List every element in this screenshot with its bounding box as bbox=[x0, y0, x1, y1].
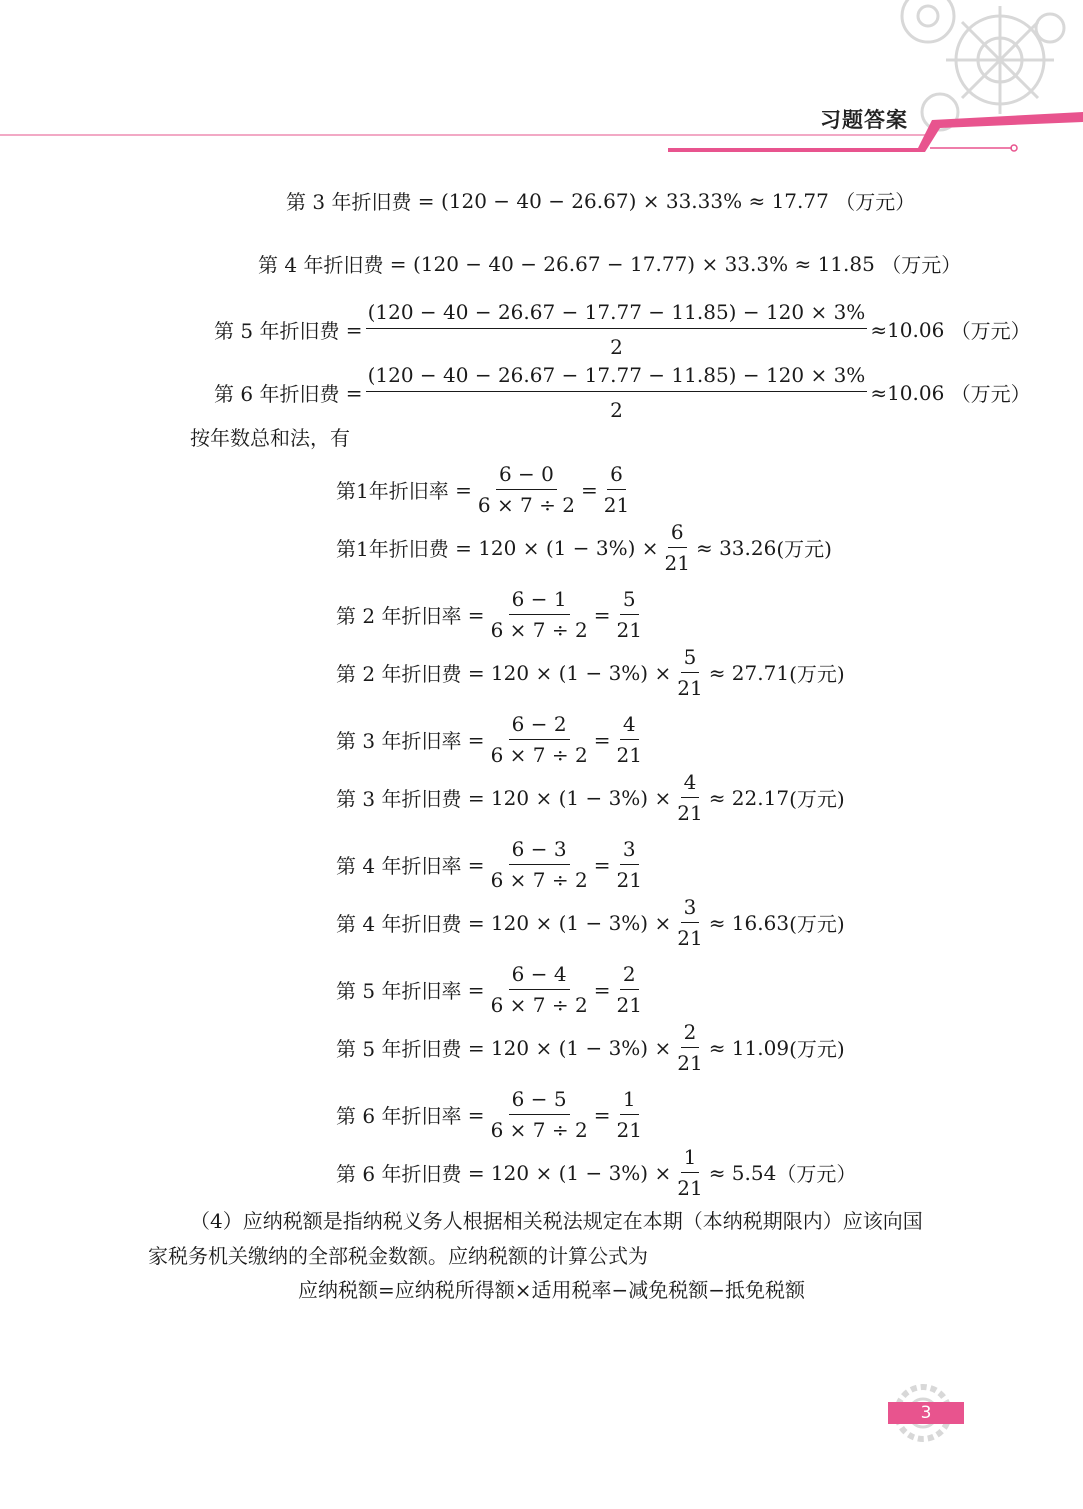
denominator: 6 × 7 ÷ 2 bbox=[490, 1118, 588, 1142]
formula-rate-year-6: 第 6 年折旧率 = $\frac{6 - 5}{6 \times 7 \div 2}$ = $\frac{1}{21}$ bbox=[336, 1087, 648, 1142]
fee-expr: = 120 × (1 − 3%) × bbox=[455, 535, 659, 560]
fee-label: 第 4 年折旧费 bbox=[336, 912, 462, 936]
fee-result: ≈ 22.17 bbox=[708, 785, 790, 810]
rate-label: 第1年折旧率 bbox=[336, 479, 449, 503]
formula-rate-year-2: 第 2 年折旧率 = $\frac{6 - 1}{6 \times 7 \div 2}$ = $\frac{5}{21}$ bbox=[336, 587, 648, 642]
fraction bbox=[613, 962, 644, 1017]
formula-unit: （万元） bbox=[950, 319, 1031, 343]
fraction bbox=[488, 712, 591, 767]
numerator: 4 bbox=[681, 770, 700, 798]
numerator: 6 − 4 bbox=[509, 962, 570, 990]
formula-year3-fee: 第 3 年折旧费 = (120 − 40 − 26.67) × 33.33% ≈ 17.77 （万元） bbox=[286, 186, 915, 215]
fee-unit: (万元) bbox=[789, 662, 845, 686]
fraction bbox=[475, 462, 578, 517]
numerator: 3 bbox=[681, 895, 700, 923]
fee-unit: （万元） bbox=[776, 1162, 857, 1186]
gear-icon bbox=[902, 0, 1064, 130]
numerator: 6 − 0 bbox=[496, 462, 557, 490]
formula-result: ≈ 17.77 bbox=[748, 188, 829, 213]
rate-label: 第 3 年折旧率 bbox=[336, 729, 462, 753]
fee-result: ≈ 11.09 bbox=[708, 1035, 790, 1060]
denominator: 6 × 7 ÷ 2 bbox=[490, 743, 588, 767]
header-title: 习题答案 bbox=[820, 108, 908, 132]
fee-result: ≈ 16.63 bbox=[708, 910, 790, 935]
equals-sign: = bbox=[593, 1102, 611, 1127]
numerator: 6 − 3 bbox=[509, 837, 570, 865]
formula-label: 第 6 年折旧费 bbox=[214, 382, 340, 406]
fraction bbox=[488, 962, 591, 1017]
denominator: 21 bbox=[677, 926, 703, 950]
numerator: 4 bbox=[620, 712, 639, 740]
denominator: 21 bbox=[616, 868, 642, 892]
formula-result: ≈ 11.85 bbox=[794, 251, 875, 276]
formula-fee-year-5 bbox=[336, 1020, 845, 1075]
formula-unit: （万元） bbox=[835, 190, 916, 214]
formula-unit: （万元） bbox=[881, 253, 962, 277]
fee-unit: (万元) bbox=[776, 537, 832, 561]
formula-year4-fee: 第 4 年折旧费 = (120 − 40 − 26.67 − 17.77) × 33.3% ≈ 11.85 （万元） bbox=[258, 249, 961, 278]
fraction bbox=[488, 837, 591, 892]
equals-sign: = bbox=[580, 477, 598, 502]
denominator: 21 bbox=[616, 743, 642, 767]
numerator: 6 − 1 bbox=[509, 587, 570, 615]
denominator: 21 bbox=[616, 993, 642, 1017]
formula-result: ≈10.06 bbox=[870, 380, 945, 405]
denominator: 21 bbox=[677, 801, 703, 825]
rate-label: 第 4 年折旧率 bbox=[336, 854, 462, 878]
fee-expr: = 120 × (1 − 3%) × bbox=[467, 1035, 672, 1060]
numerator: (120 − 40 − 26.67 − 17.77 − 11.85) − 120 × 3% bbox=[366, 363, 868, 392]
equals-sign: = bbox=[593, 602, 611, 627]
numerator: 6 bbox=[668, 520, 687, 548]
fee-expr: = 120 × (1 − 3%) × bbox=[467, 910, 672, 935]
numerator: 1 bbox=[620, 1087, 639, 1115]
numerator: (120 − 40 − 26.67 − 17.77 − 11.85) − 120 × 3% bbox=[366, 300, 868, 329]
denominator: 21 bbox=[677, 1051, 703, 1075]
tax-paragraph-line2: 家税务机关缴纳的全部税金数额。应纳税额的计算公式为 bbox=[148, 1244, 648, 1268]
fraction bbox=[613, 587, 644, 642]
equals-sign: = bbox=[593, 727, 611, 752]
denominator: 21 bbox=[677, 1176, 703, 1200]
fraction bbox=[488, 587, 591, 642]
formula-fee-year-3 bbox=[336, 770, 845, 825]
formula-fee-year-4 bbox=[336, 895, 845, 950]
tax-formula: 应纳税额=应纳税所得额×适用税率−减免税额−抵免税额 bbox=[298, 1278, 806, 1302]
denominator: 2 bbox=[610, 398, 623, 422]
equals-sign: = bbox=[593, 852, 611, 877]
numerator: 3 bbox=[620, 837, 639, 865]
tax-paragraph-line1: （4）应纳税额是指纳税义务人根据相关税法规定在本期（本纳税期限内）应该向国 bbox=[190, 1209, 923, 1233]
formula-rate-year-4: 第 4 年折旧率 = $\frac{6 - 3}{6 \times 7 \div 2}$ = $\frac{3}{21}$ bbox=[336, 837, 648, 892]
fraction bbox=[674, 770, 705, 825]
formula-result: ≈10.06 bbox=[870, 317, 945, 342]
denominator: 2 bbox=[610, 335, 623, 359]
denominator: 21 bbox=[603, 493, 630, 517]
denominator: 21 bbox=[677, 676, 703, 700]
fraction bbox=[674, 895, 705, 950]
numerator: 6 − 2 bbox=[509, 712, 570, 740]
formula-year5-fee: 第 5 年折旧费 = $\frac{(120 - 40 - 26.67 - 17.77 - 11.85) - 120 \times 3\%}{2}$ ≈10.06 （万元） bbox=[214, 300, 1031, 359]
fraction bbox=[674, 645, 705, 700]
header-decoration bbox=[0, 0, 1083, 160]
denominator: 6 × 7 ÷ 2 bbox=[490, 868, 588, 892]
fee-label: 第 3 年折旧费 bbox=[336, 787, 462, 811]
fraction bbox=[488, 1087, 591, 1142]
numerator: 2 bbox=[620, 962, 639, 990]
rate-label: 第 6 年折旧率 bbox=[336, 1104, 462, 1128]
fee-label: 第 6 年折旧费 bbox=[336, 1162, 462, 1186]
denominator: 6 × 7 ÷ 2 bbox=[490, 993, 588, 1017]
denominator: 21 bbox=[616, 1118, 642, 1142]
formula-fee-year-1 bbox=[336, 520, 832, 575]
fee-unit: (万元) bbox=[789, 1037, 845, 1061]
fee-result: ≈ 27.71 bbox=[708, 660, 790, 685]
formula-label: 第 4 年折旧费 bbox=[258, 253, 384, 277]
equals-sign: = bbox=[593, 977, 611, 1002]
fraction bbox=[674, 1020, 705, 1075]
denominator: 6 × 7 ÷ 2 bbox=[477, 493, 575, 517]
rate-label: 第 5 年折旧率 bbox=[336, 979, 462, 1003]
rate-label: 第 2 年折旧率 bbox=[336, 604, 462, 628]
numerator: 2 bbox=[681, 1020, 700, 1048]
fee-result: ≈ 33.26 bbox=[695, 535, 777, 560]
formula-rate-year-3: 第 3 年折旧率 = $\frac{6 - 2}{6 \times 7 \div 2}$ = $\frac{4}{21}$ bbox=[336, 712, 648, 767]
formula-fee-year-2 bbox=[336, 645, 845, 700]
fee-expr: = 120 × (1 − 3%) × bbox=[467, 785, 672, 810]
fraction bbox=[613, 712, 644, 767]
fraction bbox=[662, 520, 693, 575]
formula-label: 第 5 年折旧费 bbox=[214, 319, 340, 343]
fee-expr: = 120 × (1 − 3%) × bbox=[467, 660, 672, 685]
denominator: 6 × 7 ÷ 2 bbox=[490, 618, 588, 642]
fraction bbox=[366, 300, 868, 359]
formula-expr: (120 − 40 − 26.67 − 17.77) × 33.3% bbox=[412, 251, 789, 276]
fee-label: 第1年折旧费 bbox=[336, 537, 449, 561]
fee-label: 第 5 年折旧费 bbox=[336, 1037, 462, 1061]
page-number: 3 bbox=[888, 1402, 964, 1424]
formula-rate-year-1: 第1年折旧率 = $\frac{6 - 0}{6 \times 7 \div 2}$ = $\frac{6}{21}$ bbox=[336, 462, 635, 517]
fee-label: 第 2 年折旧费 bbox=[336, 662, 462, 686]
numerator: 1 bbox=[681, 1145, 700, 1173]
numerator: 6 bbox=[607, 462, 626, 490]
numerator: 5 bbox=[620, 587, 639, 615]
section-heading: 按年数总和法，有 bbox=[190, 426, 350, 450]
numerator: 5 bbox=[681, 645, 700, 673]
formula-unit: （万元） bbox=[950, 382, 1031, 406]
fraction bbox=[613, 837, 644, 892]
fraction bbox=[601, 462, 632, 517]
fraction bbox=[366, 363, 868, 422]
fee-unit: (万元) bbox=[789, 912, 845, 936]
formula-rate-year-5: 第 5 年折旧率 = $\frac{6 - 4}{6 \times 7 \div 2}$ = $\frac{2}{21}$ bbox=[336, 962, 648, 1017]
numerator: 6 − 5 bbox=[509, 1087, 570, 1115]
fraction bbox=[674, 1145, 705, 1200]
denominator: 21 bbox=[664, 551, 690, 575]
fee-result: ≈ 5.54 bbox=[708, 1160, 777, 1185]
formula-expr: (120 − 40 − 26.67) × 33.33% bbox=[440, 188, 743, 213]
formula-label: 第 3 年折旧费 bbox=[286, 190, 412, 214]
formula-year6-fee: 第 6 年折旧费 = $\frac{(120 - 40 - 26.67 - 17.77 - 11.85) - 120 \times 3\%}{2}$ ≈10.06 （万元） bbox=[214, 363, 1031, 422]
fee-expr: = 120 × (1 − 3%) × bbox=[467, 1160, 672, 1185]
fraction bbox=[613, 1087, 644, 1142]
denominator: 21 bbox=[616, 618, 642, 642]
formula-fee-year-6 bbox=[336, 1145, 856, 1200]
fee-unit: (万元) bbox=[789, 787, 845, 811]
